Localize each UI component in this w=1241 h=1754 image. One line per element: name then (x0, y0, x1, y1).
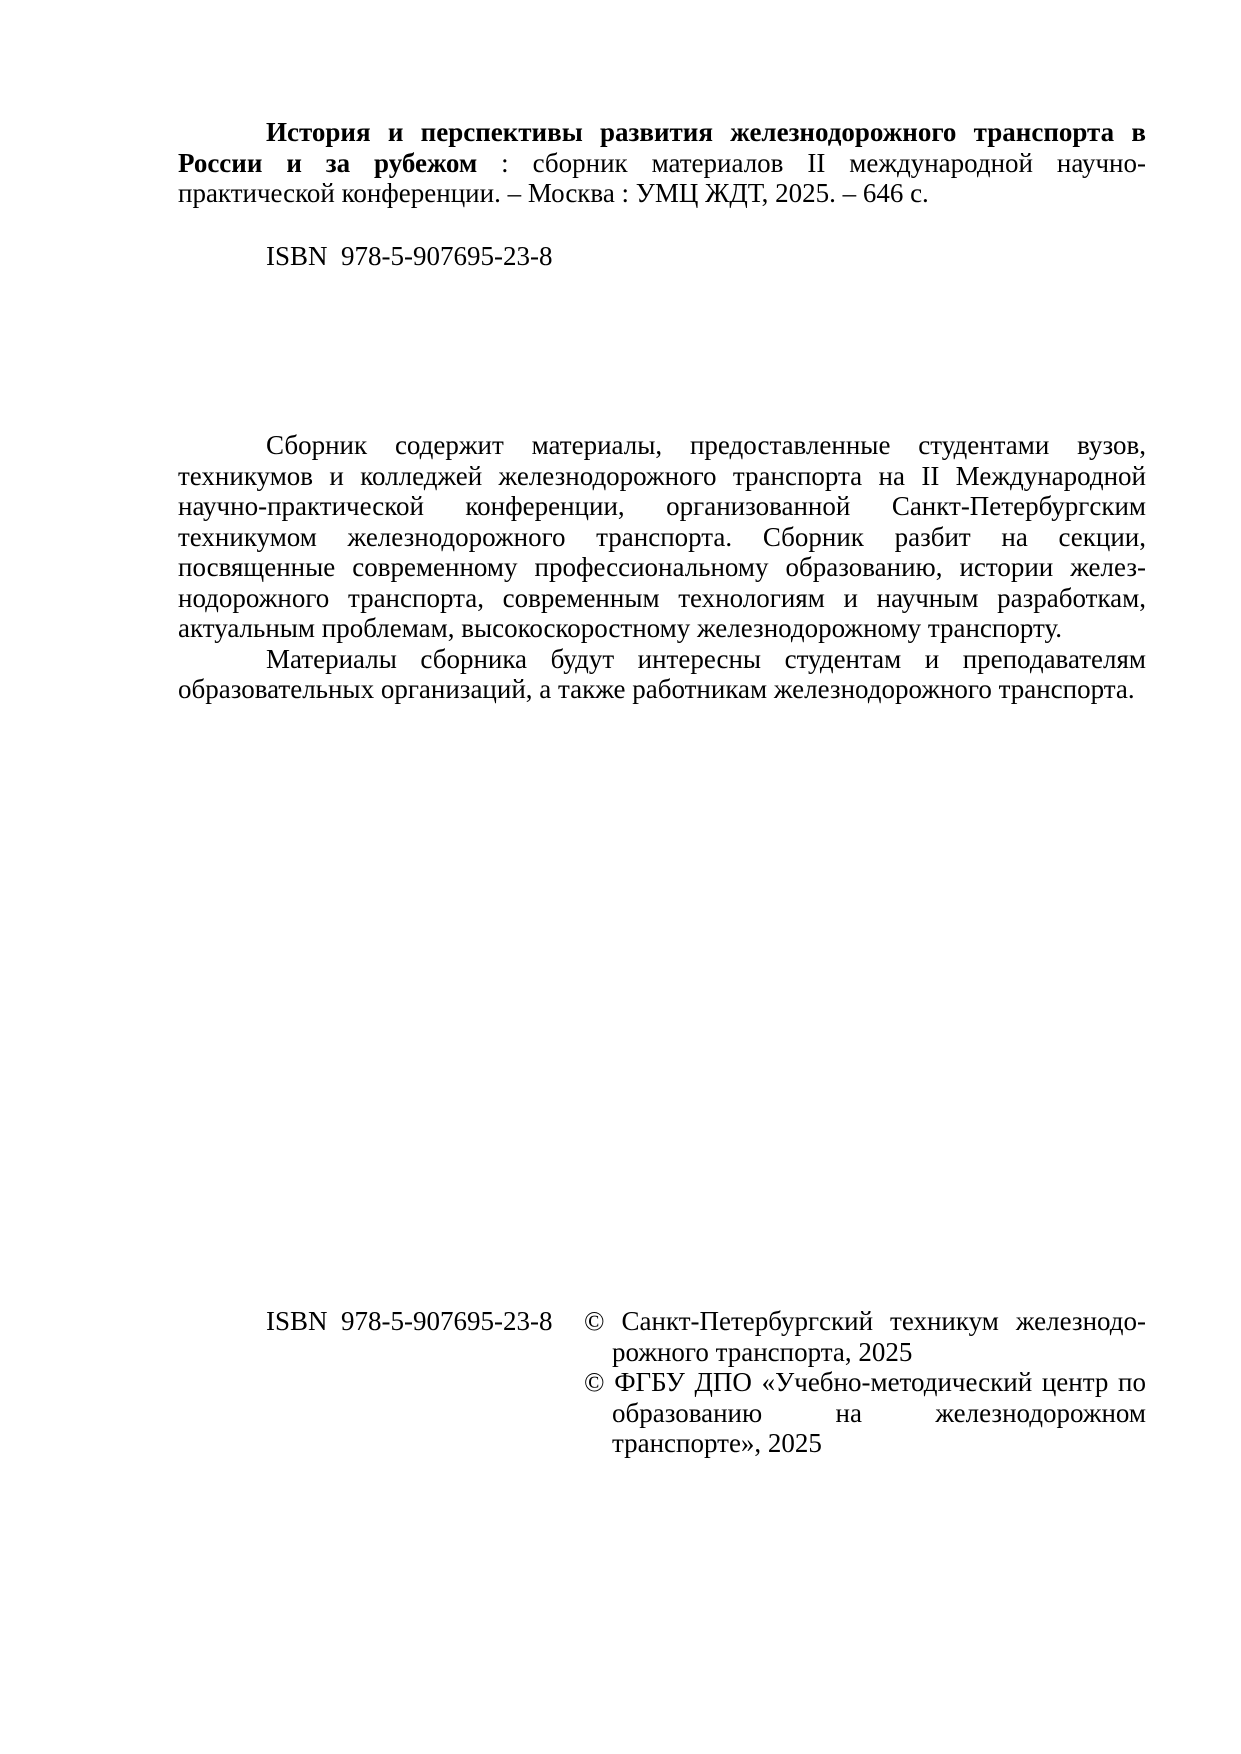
isbn-imprint: ISBN 978-5-907695-23-8 (266, 1306, 553, 1336)
annotation-paragraph-1: Сборник содержит материалы, предоставленные студентами вузов, техникумов и колледжей железнодорожного транспорта на II Международной научно-практической конференции, организованной Санкт-Петербургским техникумом железнодорожного транспорта. Сборник разбит на секции, посвященные современному профессиональному образованию, истории железнодорожного транспорта, современным технологиям и научным разработкам, актуальным проблемам, высокоскоростному железнодорожному транспорту. (178, 430, 1146, 643)
copyright-notice-1: © Санкт-Петербургский техникум железнодорожного транспорта, 2025 (584, 1306, 1146, 1367)
isbn-top: ISBN 978-5-907695-23-8 (266, 241, 553, 271)
bibliographic-record (178, 117, 1146, 209)
annotation-paragraph-2: Материалы сборника будут интересны студентам и преподавателям образовательных организаций, а также работникам железнодорожного транспорта. (178, 643, 1146, 704)
book-description: : сборник материалов II международной научно-практической конференции. – Москва : УМЦ ЖДТ, 2025. – 646 с. (178, 147, 1146, 208)
annotation (178, 430, 1146, 705)
copyright-list (584, 1306, 1146, 1459)
copyright-notice-2: © ФГБУ ДПО «Учебно-методический центр по образованию на железнодорожном транспорте», 2025 (584, 1367, 1146, 1458)
book-title: История и перспективы развития железнодорожного транспорта в России и за рубежом (178, 117, 1146, 178)
